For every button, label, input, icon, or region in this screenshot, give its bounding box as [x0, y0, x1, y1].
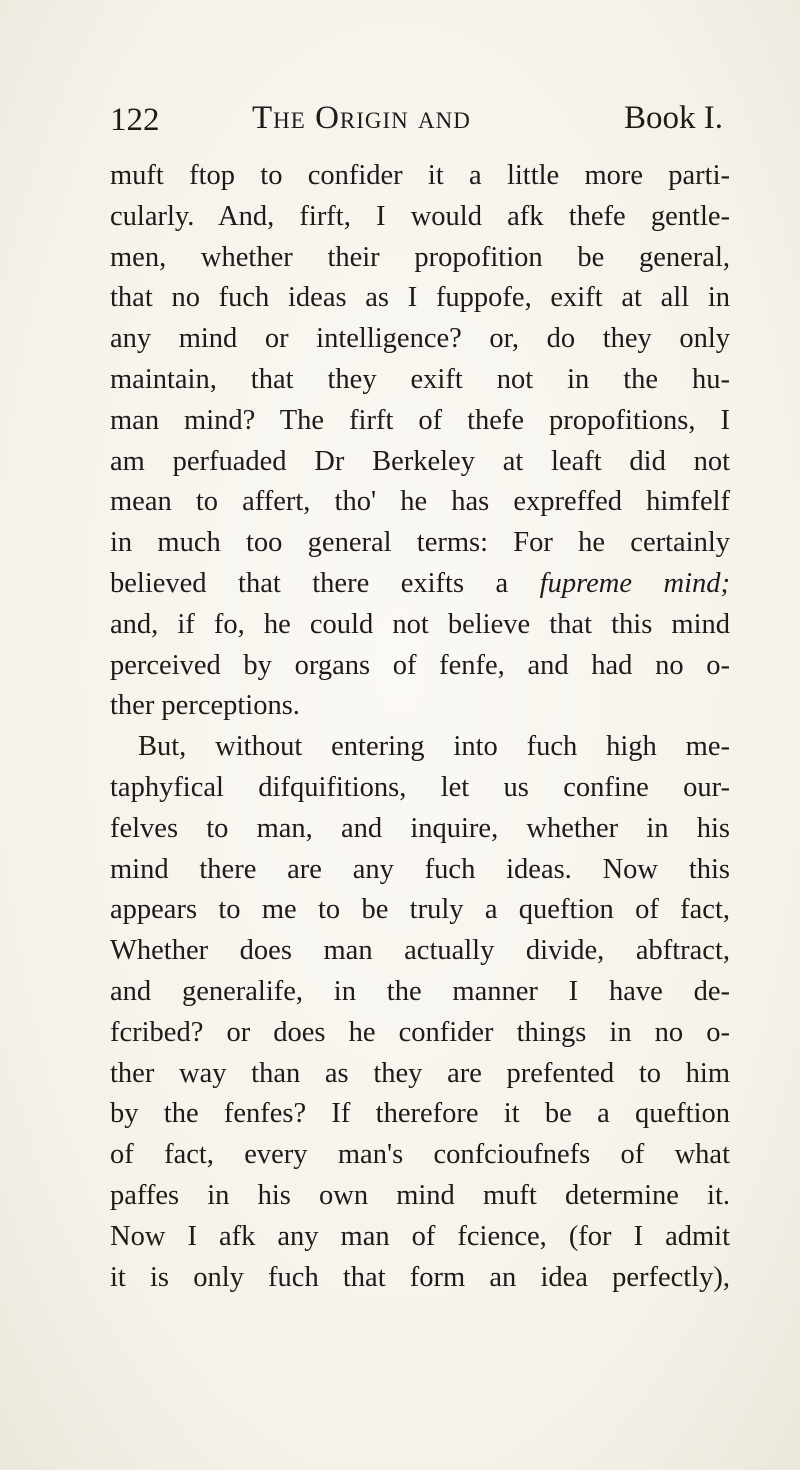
paragraph-2: [110, 727, 730, 1298]
text-line: any mind or intelligence? or, do they only: [110, 323, 730, 355]
text-line: ther way than as they are prefented to him: [110, 1057, 730, 1089]
text-line: But, without entering into fuch high me-: [138, 731, 730, 763]
text-line: that no fuch ideas as I fuppofe, exift at all in: [110, 282, 730, 314]
text-line: fcribed? or does he confider things in no o-: [110, 1016, 730, 1048]
text-line: ther perceptions.: [110, 690, 300, 722]
page-number: 122: [110, 102, 160, 138]
text-line: man mind? The firft of thefe propofitions, I: [110, 404, 730, 436]
running-title: The Origin and: [252, 100, 471, 136]
text-segment: believed that there exifts a: [110, 567, 540, 599]
italic-phrase: fupreme mind;: [539, 567, 730, 599]
paragraph-1: [110, 156, 730, 727]
text-line: men, whether their propofition be general,: [110, 241, 730, 273]
text-line: appears to me to be truly a queftion of fact,: [110, 894, 730, 926]
text-line: mean to affert, tho' he has expreffed himfelf: [110, 486, 730, 518]
text-line: perceived by organs of fenfe, and had no o-: [110, 649, 730, 681]
text-line: by the fenfes? If therefore it be a queftion: [110, 1098, 730, 1130]
text-line: of fact, every man's confcioufnefs of what: [110, 1139, 730, 1171]
text-line: and, if fo, he could not believe that this mind: [110, 608, 730, 640]
text-line: maintain, that they exift not in the hu-: [110, 363, 730, 395]
page-header: [110, 100, 730, 140]
text-line: [110, 564, 730, 605]
text-line: Now I afk any man of fcience, (for I admit: [110, 1220, 730, 1252]
text-line: am perfuaded Dr Berkeley at leaft did not: [110, 445, 730, 477]
text-line: taphyfical difquifitions, let us confine our-: [110, 771, 730, 803]
text-line: and generalife, in the manner I have de-: [110, 975, 730, 1007]
book-reference: Book I.: [624, 100, 723, 136]
text-line: mind there are any fuch ideas. Now this: [110, 853, 730, 885]
text-line: paffes in his own mind muft determine it.: [110, 1179, 730, 1211]
text-line: Whether does man actually divide, abftract,: [110, 935, 730, 967]
text-line: it is only fuch that form an idea perfectly),: [110, 1261, 730, 1293]
text-line: muft ftop to confider it a little more parti-: [110, 160, 730, 191]
body-text: [110, 156, 730, 1298]
text-line: felves to man, and inquire, whether in his: [110, 812, 730, 844]
text-line: cularly. And, firft, I would afk thefe gentle-: [110, 200, 730, 232]
text-line: in much too general terms: For he certainly: [110, 527, 730, 559]
